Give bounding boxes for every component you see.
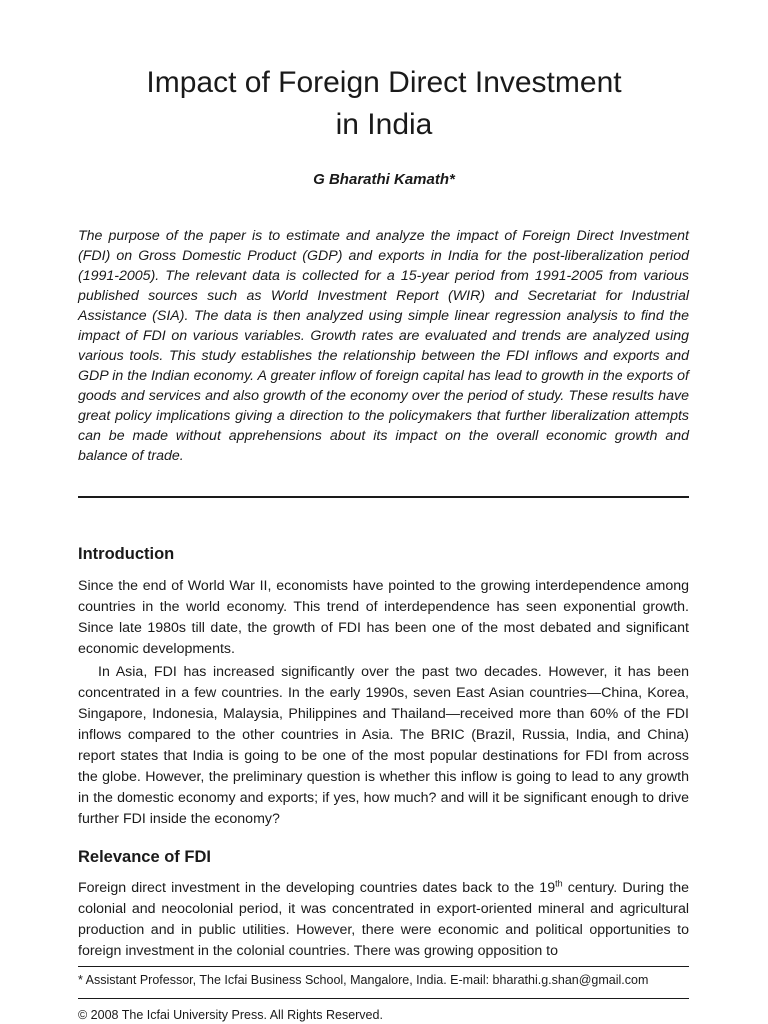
abstract-divider [78, 496, 689, 498]
footnote: * Assistant Professor, The Icfai Business School, Mangalore, India. E-mail: bharathi.g.shan@gmail.com [78, 973, 649, 987]
author-name: G Bharathi Kamath* [313, 171, 455, 188]
copyright-divider [78, 998, 689, 999]
relevance-paragraph [78, 878, 689, 962]
footnote-divider [78, 966, 689, 967]
copyright-notice: © 2008 The Icfai University Press. All Rights Reserved. [78, 1008, 383, 1022]
intro-paragraph-1: Since the end of World War II, economists have pointed to the growing interdependence among countries in the world economy. This trend of interdependence has seen exponential growth. Since late 1980s till date, the growth of FDI has been one of the most debated and significant economic developments. [78, 578, 689, 657]
intro-paragraph-2: In Asia, FDI has increased significantly over the past two decades. However, it has been concentrated in a few countries. In the early 1990s, seven East Asian countries—China, Korea, Singapore, Indonesia, Malaysia, Philippines and Thailand—received more than 60% of the FDI inflows compared to the other countries in Asia. The BRIC (Brazil, Russia, India, and China) report states that India is going to be one of the most popular destinations for FDI from across the globe. However, the preliminary question is whether this inflow is going to lead to any growth in the domestic economy and exports; if yes, how much? and will it be significant enough to drive further FDI inside the economy? [78, 664, 689, 827]
relevance-text-start: Foreign direct investment in the developing countries dates back to the 19 [78, 880, 556, 896]
section-heading-relevance: Relevance of FDI [78, 848, 211, 866]
paper-title [0, 62, 768, 146]
abstract: The purpose of the paper is to estimate and analyze the impact of Foreign Direct Investment (FDI) on Gross Domestic Product (GDP) and exports in India for the post-liberalization period (1991-2005). The relevant data is collected for a 15-year period from 1991-2005 from various published sources such as World Investment Report (WIR) and Secretariat for Industrial Assistance (SIA). The data is then analyzed using simple linear regression analysis to find the impact of FDI on various variables. Growth rates are evaluated and trends are analyzed using various tools. This study establishes the relationship between the FDI inflows and exports and GDP in the Indian economy. A greater inflow of foreign capital has lead to growth in the exports of goods and services and also growth of the economy over the period of study. These results have great policy implications giving a direction to the policymakers that further liberalization attempts can be made without apprehensions about its impact on the overall economic growth and balance of trade. [78, 228, 689, 464]
section-heading-introduction: Introduction [78, 545, 175, 563]
title-line-1: Impact of Foreign Direct Investment [146, 66, 622, 99]
superscript-th: th [555, 878, 563, 889]
title-line-2: in India [335, 108, 433, 141]
relevance-text-rest: century. During the colonial and neocolonial period, it was concentrated in export-oriented mineral and agricultural production and in public utilities. However, there were economic and political opportunities to foreign investment in the colonial countries. There was growing opposition to [78, 880, 689, 959]
